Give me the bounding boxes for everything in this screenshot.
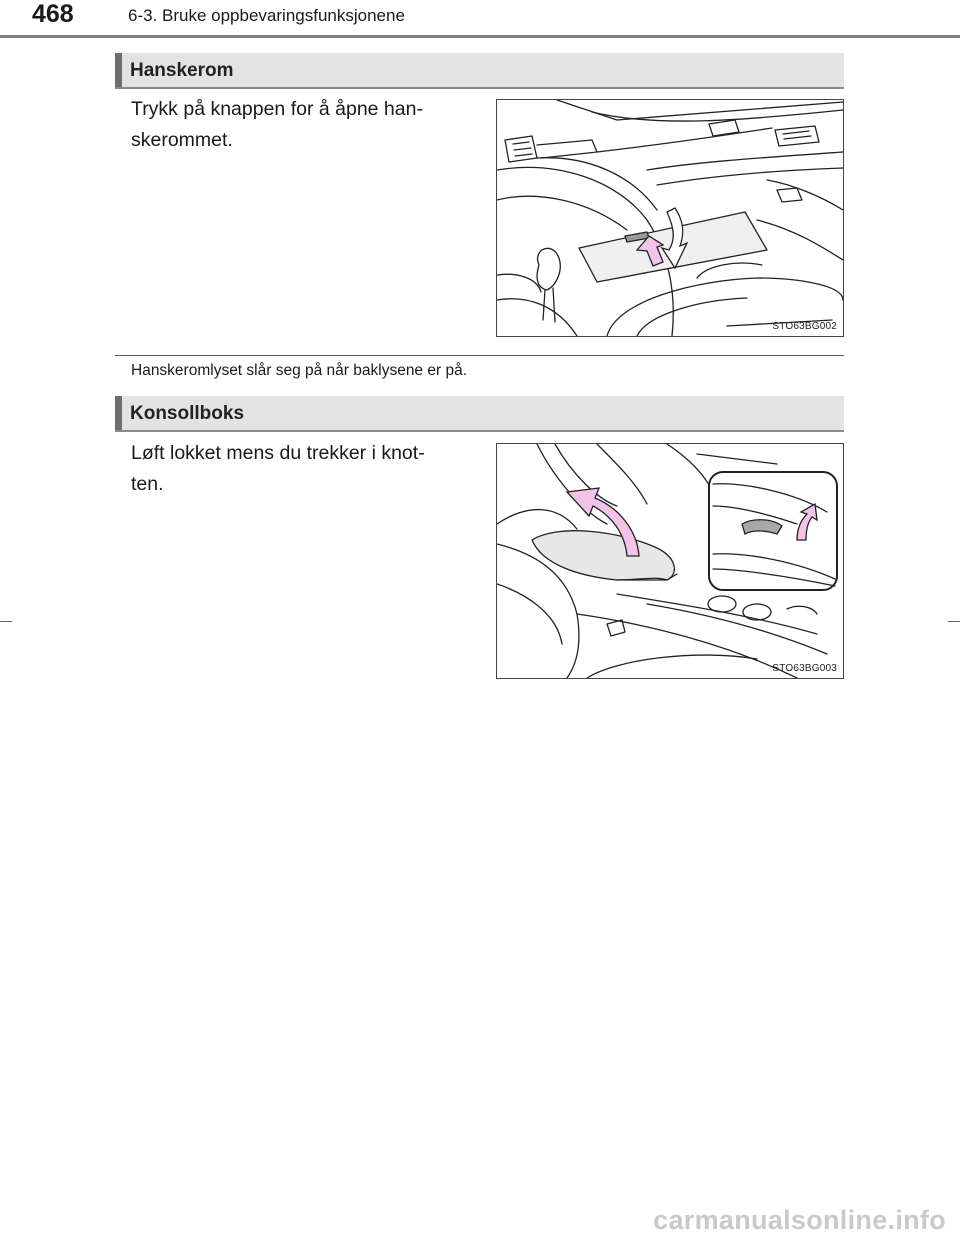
crop-mark (0, 621, 12, 622)
instruction-line: Løft lokket mens du trekker i knot- (131, 442, 425, 464)
instruction-text-glovebox (131, 94, 481, 156)
crop-mark (948, 621, 960, 622)
console-box-drawing (497, 444, 843, 678)
chapter-title: 6-3. Bruke oppbevaringsfunksjonene (128, 6, 405, 25)
instruction-line: skerommet. (131, 129, 233, 151)
instruction-text-console (131, 438, 481, 500)
page-number: 468 (32, 0, 74, 28)
header-rule (0, 35, 960, 38)
section-header-konsollboks (115, 396, 844, 432)
section-title: Konsollboks (130, 403, 245, 424)
instruction-line: ten. (131, 473, 164, 495)
console-box-illustration (496, 443, 844, 679)
section-header-bar (115, 53, 122, 87)
note-rule (115, 355, 844, 356)
instruction-line: Trykk på knappen for å åpne han- (131, 98, 423, 120)
note-text: Hanskeromlyset slår seg på når baklysene er på. (131, 362, 467, 379)
section-header-bar (115, 396, 122, 430)
figure-id: STO63BG002 (772, 321, 837, 332)
section-title: Hanskerom (130, 60, 234, 81)
glovebox-illustration (496, 99, 844, 337)
section-header-hanskerom (115, 53, 844, 89)
watermark: carmanualsonline.info (653, 1205, 946, 1235)
glovebox-drawing (497, 100, 843, 336)
figure-id: STO63BG003 (772, 663, 837, 674)
